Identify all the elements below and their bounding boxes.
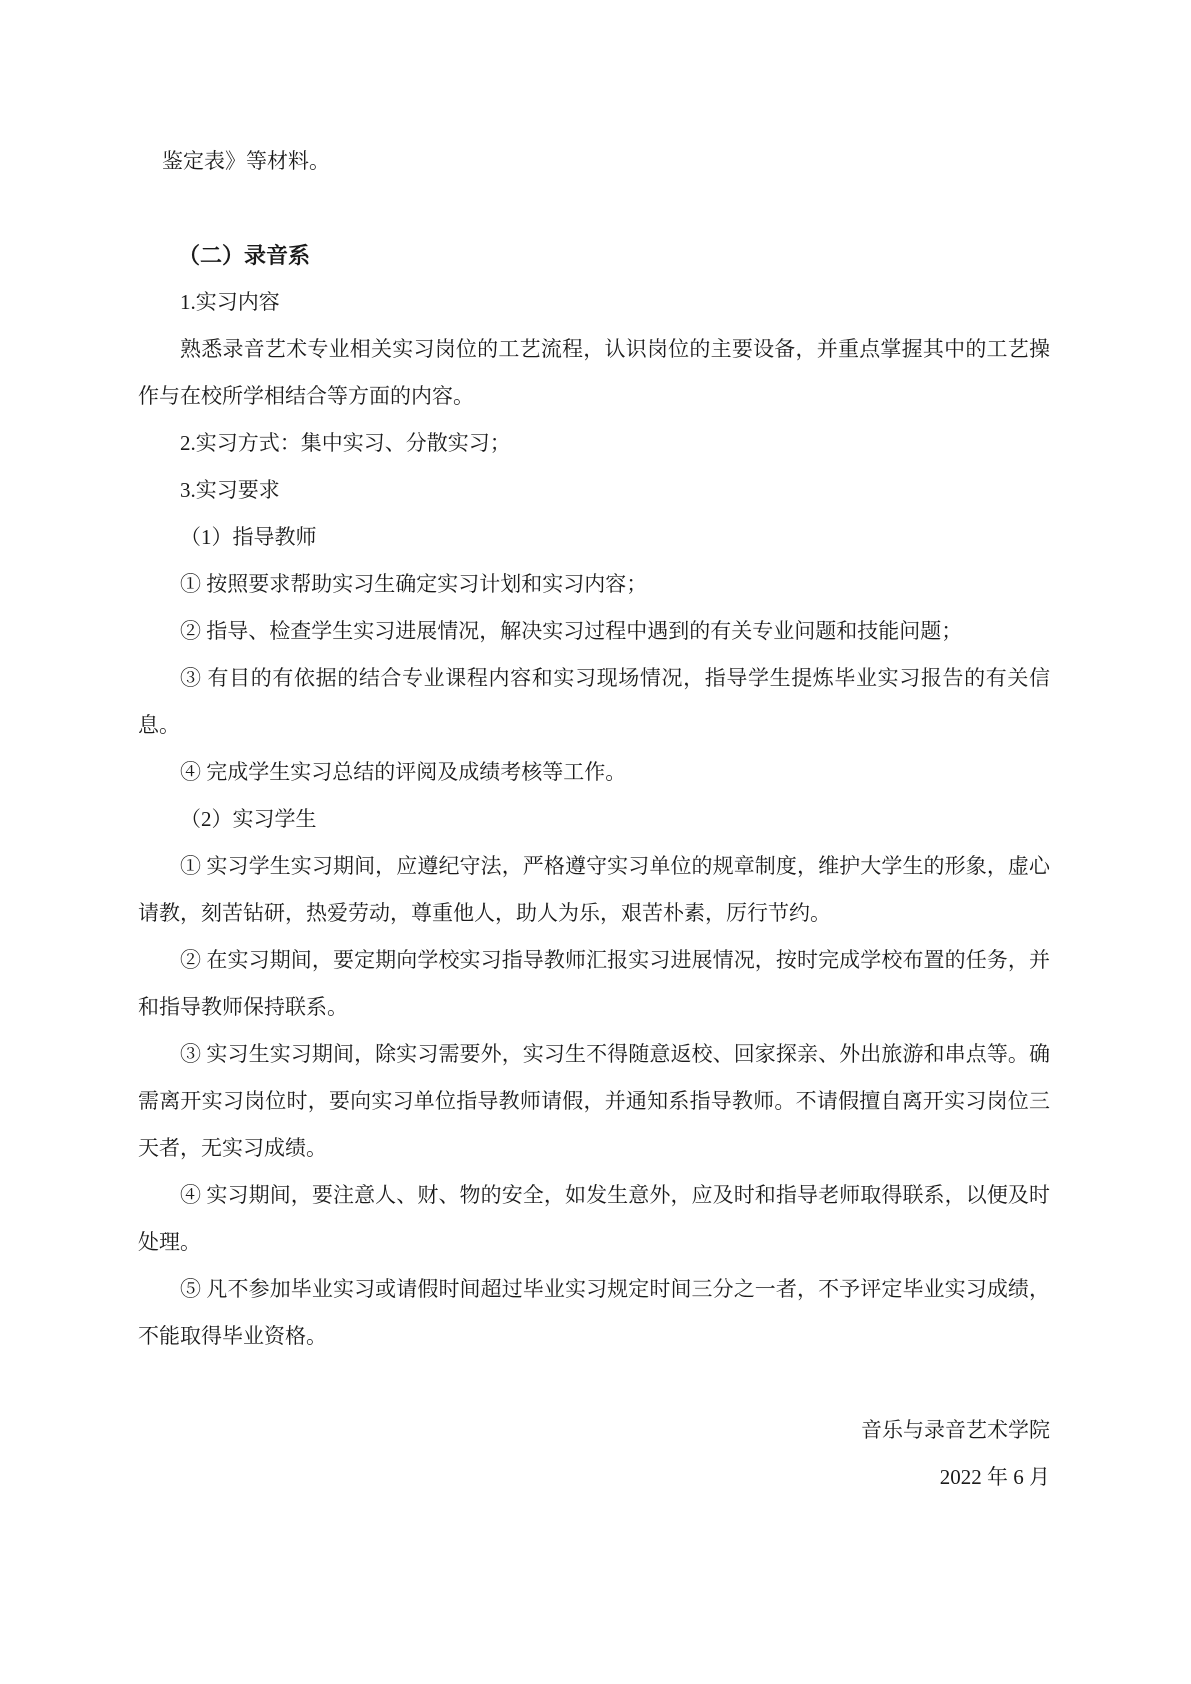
text-line: 请教，刻苦钻研，热爱劳动，尊重他人，助人为乐，艰苦朴素，厉行节约。 bbox=[138, 901, 831, 925]
list-item: ③ 有目的有依据的结合专业课程内容和实习现场情况，指导学生提炼毕业实习报告的有关信 bbox=[180, 666, 1050, 690]
signature-line: 音乐与录音艺术学院 bbox=[861, 1418, 1050, 1442]
text-line: 天者，无实习成绩。 bbox=[138, 1136, 327, 1160]
list-item: ② 指导、检查学生实习进展情况，解决实习过程中遇到的有关专业问题和技能问题； bbox=[180, 619, 963, 643]
text-line: 作与在校所学相结合等方面的内容。 bbox=[138, 384, 474, 408]
item-heading-method: 2.实习方式：集中实习、分散实习； bbox=[180, 431, 511, 455]
text-line: 需离开实习岗位时，要向实习单位指导教师请假，并通知系指导教师。不请假擅自离开实习岗位三 bbox=[138, 1089, 1050, 1113]
text-line: 处理。 bbox=[138, 1230, 201, 1254]
section-heading: （二）录音系 bbox=[178, 243, 311, 268]
text-line: 和指导教师保持联系。 bbox=[138, 995, 348, 1019]
subitem-heading-student: （2）实习学生 bbox=[180, 807, 317, 831]
date-line: 2022 年 6 月 bbox=[939, 1465, 1050, 1489]
list-item: ④ 完成学生实习总结的评阅及成绩考核等工作。 bbox=[180, 760, 627, 784]
list-item: ② 在实习期间，要定期向学校实习指导教师汇报实习进展情况，按时完成学校布置的任务，并 bbox=[180, 948, 1050, 972]
item-heading-content: 1.实习内容 bbox=[180, 290, 280, 314]
text-line: 息。 bbox=[138, 713, 180, 737]
item-heading-require: 3.实习要求 bbox=[180, 478, 280, 502]
blank-line bbox=[138, 185, 1050, 232]
list-item: ⑤ 凡不参加毕业实习或请假时间超过毕业实习规定时间三分之一者，不予评定毕业实习成绩， bbox=[180, 1277, 1050, 1301]
blank-line bbox=[138, 1360, 1050, 1407]
list-item: ① 实习学生实习期间，应遵纪守法，严格遵守实习单位的规章制度，维护大学生的形象，虚心 bbox=[180, 854, 1050, 878]
list-item: ① 按照要求帮助实习生确定实习计划和实习内容； bbox=[180, 572, 648, 596]
document-body bbox=[138, 138, 1050, 1501]
list-item: ③ 实习生实习期间，除实习需要外，实习生不得随意返校、回家探亲、外出旅游和串点等。确 bbox=[180, 1042, 1050, 1066]
subitem-heading-teacher: （1）指导教师 bbox=[180, 525, 317, 549]
text-line: 不能取得毕业资格。 bbox=[138, 1324, 327, 1348]
list-item: ④ 实习期间，要注意人、财、物的安全，如发生意外，应及时和指导老师取得联系，以便及时 bbox=[180, 1183, 1050, 1207]
text-line: 熟悉录音艺术专业相关实习岗位的工艺流程，认识岗位的主要设备，并重点掌握其中的工艺操 bbox=[180, 337, 1050, 361]
prev-paragraph-end: 鉴定表》等材料。 bbox=[162, 149, 330, 173]
